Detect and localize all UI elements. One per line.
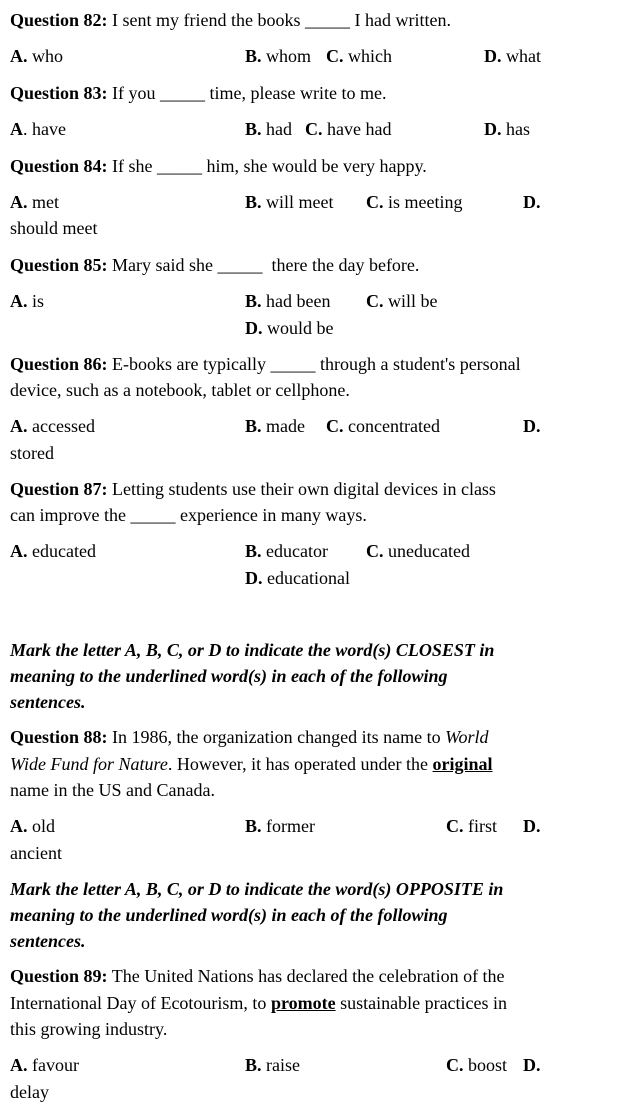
question-84-stem: Question 84: If she _____ him, she would be very happy. [10,156,427,176]
instruction-opposite-line3: sentences. [10,931,86,951]
instruction-closest-line3: sentences. [10,692,86,712]
question-85-stem: Question 85: Mary said she _____ there the day before. [10,255,420,275]
stem-text: I had written. [354,10,451,30]
underlined-word: original [432,754,493,774]
question-83-stem: Question 83: If you _____ time, please write to me. [10,83,387,103]
q84-option-d-letter[interactable]: D. [523,192,541,212]
question-label: Question 82: [10,10,108,30]
q82-option-c[interactable]: C. which [326,46,392,66]
stem-text: I sent my friend the books [112,10,301,30]
question-88-stem-line2: Wide Fund for Nature. However, it has operated under the original [10,754,493,774]
question-89-stem: Question 89: The United Nations has declared the celebration of the [10,966,505,986]
q88-option-c[interactable]: C. first [446,816,497,836]
question-87-stem-line2: can improve the _____ experience in many ways. [10,505,367,525]
question-86-stem-line2: device, such as a notebook, tablet or cellphone. [10,380,350,400]
question-88-stem: Question 88: In 1986, the organization changed its name to World [10,727,489,747]
q84-option-a[interactable]: A. met [10,192,59,212]
question-87-stem: Question 87: Letting students use their own digital devices in class [10,479,496,499]
q89-option-a[interactable]: A. favour [10,1055,79,1075]
q83-option-c[interactable]: C. have had [305,119,392,139]
q87-option-a[interactable]: A. educated [10,541,96,561]
q88-option-a[interactable]: A. old [10,816,56,836]
q88-option-d-letter[interactable]: D. [523,816,541,836]
question-label: Question 85: [10,255,108,275]
question-89-stem-line3: this growing industry. [10,1019,168,1039]
q85-option-a[interactable]: A. is [10,291,45,311]
question-86-stem: Question 86: E-books are typically _____ through a student's personal [10,354,521,374]
q86-option-d-text[interactable]: stored [10,443,54,463]
q83-option-b[interactable]: B. had [245,119,293,139]
underlined-word: promote [270,993,336,1013]
question-label: Question 89: [10,966,108,986]
q82-option-d[interactable]: D. what [484,46,541,66]
q87-option-c[interactable]: C. uneducated [366,541,470,561]
instruction-closest-line2: meaning to the underlined word(s) in each of the following [10,666,448,686]
q83-option-a[interactable]: A. have [10,119,66,139]
question-label: Question 83: [10,83,108,103]
instruction-opposite-line2: meaning to the underlined word(s) in each of the following [10,905,448,925]
q83-option-d[interactable]: D. has [484,119,530,139]
q89-option-d-letter[interactable]: D. [523,1055,541,1075]
question-label: Question 87: [10,479,108,499]
blank: _____ [304,10,350,30]
question-label: Question 84: [10,156,108,176]
q86-option-b[interactable]: B. made [245,416,305,436]
q85-option-b[interactable]: B. had been [245,291,331,311]
question-label: Question 86: [10,354,108,374]
q89-option-d-text[interactable]: delay [10,1082,49,1102]
q85-option-d[interactable]: D. would be [245,318,334,338]
q85-option-c[interactable]: C. will be [366,291,438,311]
q87-option-b[interactable]: B. educator [245,541,328,561]
q82-option-a[interactable]: A. who [10,46,63,66]
q86-option-c[interactable]: C. concentrated [326,416,440,436]
q88-option-d-text[interactable]: ancient [10,843,62,863]
question-82-stem [10,9,451,31]
instruction-closest: Mark the letter A, B, C, or D to indicate the word(s) CLOSEST in [10,640,495,660]
q89-option-b[interactable]: B. raise [245,1055,300,1075]
q89-option-c[interactable]: C. boost [446,1055,508,1075]
instruction-opposite: Mark the letter A, B, C, or D to indicate the word(s) OPPOSITE in [10,879,504,899]
q86-option-d-letter[interactable]: D. [523,416,541,436]
q82-option-b[interactable]: B. whom [245,46,312,66]
q84-option-b[interactable]: B. will meet [245,192,334,212]
question-label: Question 88: [10,727,108,747]
q84-option-c[interactable]: C. is meeting [366,192,463,212]
q86-option-a[interactable]: A. accessed [10,416,95,436]
q84-option-d-text[interactable]: should meet [10,218,98,238]
question-89-stem-line2: International Day of Ecotourism, to promote sustainable practices in [10,993,508,1013]
q87-option-d[interactable]: D. educational [245,568,350,588]
q88-option-b[interactable]: B. former [245,816,315,836]
question-88-stem-line3: name in the US and Canada. [10,780,215,800]
